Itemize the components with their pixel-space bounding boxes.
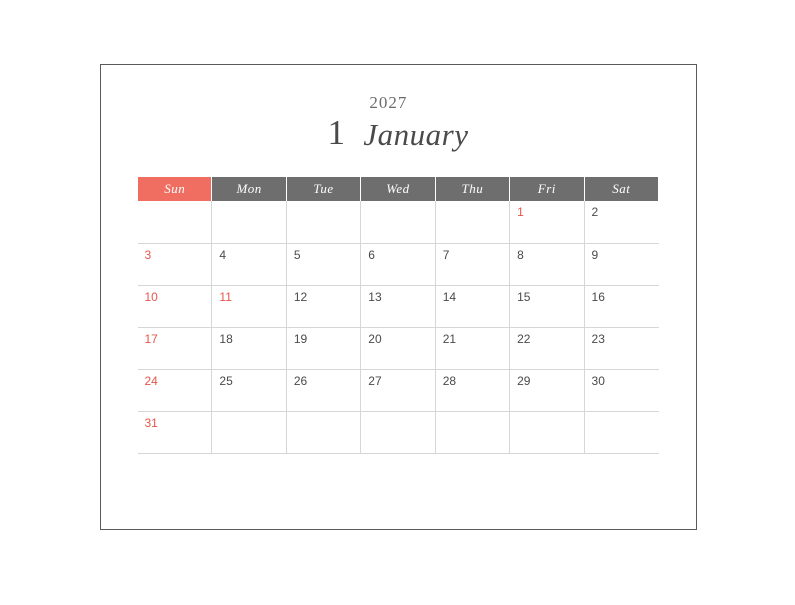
day-cell[interactable]: 9	[584, 243, 658, 285]
day-cell[interactable]: 25	[212, 369, 286, 411]
day-cell[interactable]	[361, 201, 435, 243]
day-cell[interactable]	[435, 411, 509, 453]
month-number: 1	[327, 113, 345, 152]
day-cell[interactable]: 18	[212, 327, 286, 369]
calendar-title	[137, 93, 659, 177]
day-cell[interactable]: 1	[510, 201, 584, 243]
day-cell[interactable]: 28	[435, 369, 509, 411]
calendar-week-row	[138, 369, 659, 411]
calendar-week-row	[138, 327, 659, 369]
day-cell[interactable]	[361, 411, 435, 453]
day-cell[interactable]: 13	[361, 285, 435, 327]
day-cell[interactable]: 7	[435, 243, 509, 285]
day-cell[interactable]: 19	[286, 327, 360, 369]
weekday-header-fri: Fri	[510, 177, 584, 201]
day-cell[interactable]	[435, 201, 509, 243]
day-cell[interactable]	[212, 411, 286, 453]
weekday-header-sat: Sat	[584, 177, 658, 201]
weekday-header-mon: Mon	[212, 177, 286, 201]
calendar-week-row	[138, 201, 659, 243]
day-cell[interactable]: 23	[584, 327, 658, 369]
day-cell[interactable]	[286, 411, 360, 453]
weekday-header-wed: Wed	[361, 177, 435, 201]
day-cell[interactable]: 21	[435, 327, 509, 369]
day-cell[interactable]: 8	[510, 243, 584, 285]
day-cell[interactable]: 24	[138, 369, 212, 411]
calendar-week-row	[138, 411, 659, 453]
day-cell[interactable]: 27	[361, 369, 435, 411]
month-text-group	[363, 93, 469, 153]
day-cell[interactable]: 14	[435, 285, 509, 327]
calendar-week-row	[138, 285, 659, 327]
weekday-header-tue: Tue	[286, 177, 360, 201]
day-cell[interactable]: 4	[212, 243, 286, 285]
calendar-header-row	[138, 177, 659, 201]
day-cell[interactable]: 12	[286, 285, 360, 327]
calendar-container	[137, 93, 659, 454]
calendar-week-row	[138, 243, 659, 285]
day-cell[interactable]: 2	[584, 201, 658, 243]
day-cell[interactable]	[212, 201, 286, 243]
day-cell[interactable]: 17	[138, 327, 212, 369]
calendar-year: 2027	[369, 93, 408, 113]
day-cell[interactable]: 20	[361, 327, 435, 369]
calendar-title-inner	[327, 93, 469, 153]
day-cell[interactable]: 29	[510, 369, 584, 411]
day-cell[interactable]	[510, 411, 584, 453]
day-cell[interactable]: 10	[138, 285, 212, 327]
day-cell[interactable]	[138, 201, 212, 243]
day-cell[interactable]: 6	[361, 243, 435, 285]
day-cell[interactable]: 5	[286, 243, 360, 285]
day-cell[interactable]: 11	[212, 285, 286, 327]
day-cell[interactable]	[584, 411, 658, 453]
day-cell[interactable]: 15	[510, 285, 584, 327]
month-name: January	[363, 117, 469, 153]
day-cell[interactable]: 31	[138, 411, 212, 453]
weekday-header-sun: Sun	[138, 177, 212, 201]
calendar-grid	[137, 177, 659, 454]
day-cell[interactable]: 16	[584, 285, 658, 327]
day-cell[interactable]: 22	[510, 327, 584, 369]
day-cell[interactable]: 26	[286, 369, 360, 411]
day-cell[interactable]: 3	[138, 243, 212, 285]
calendar-body	[138, 201, 659, 453]
weekday-header-thu: Thu	[435, 177, 509, 201]
day-cell[interactable]: 30	[584, 369, 658, 411]
day-cell[interactable]	[286, 201, 360, 243]
